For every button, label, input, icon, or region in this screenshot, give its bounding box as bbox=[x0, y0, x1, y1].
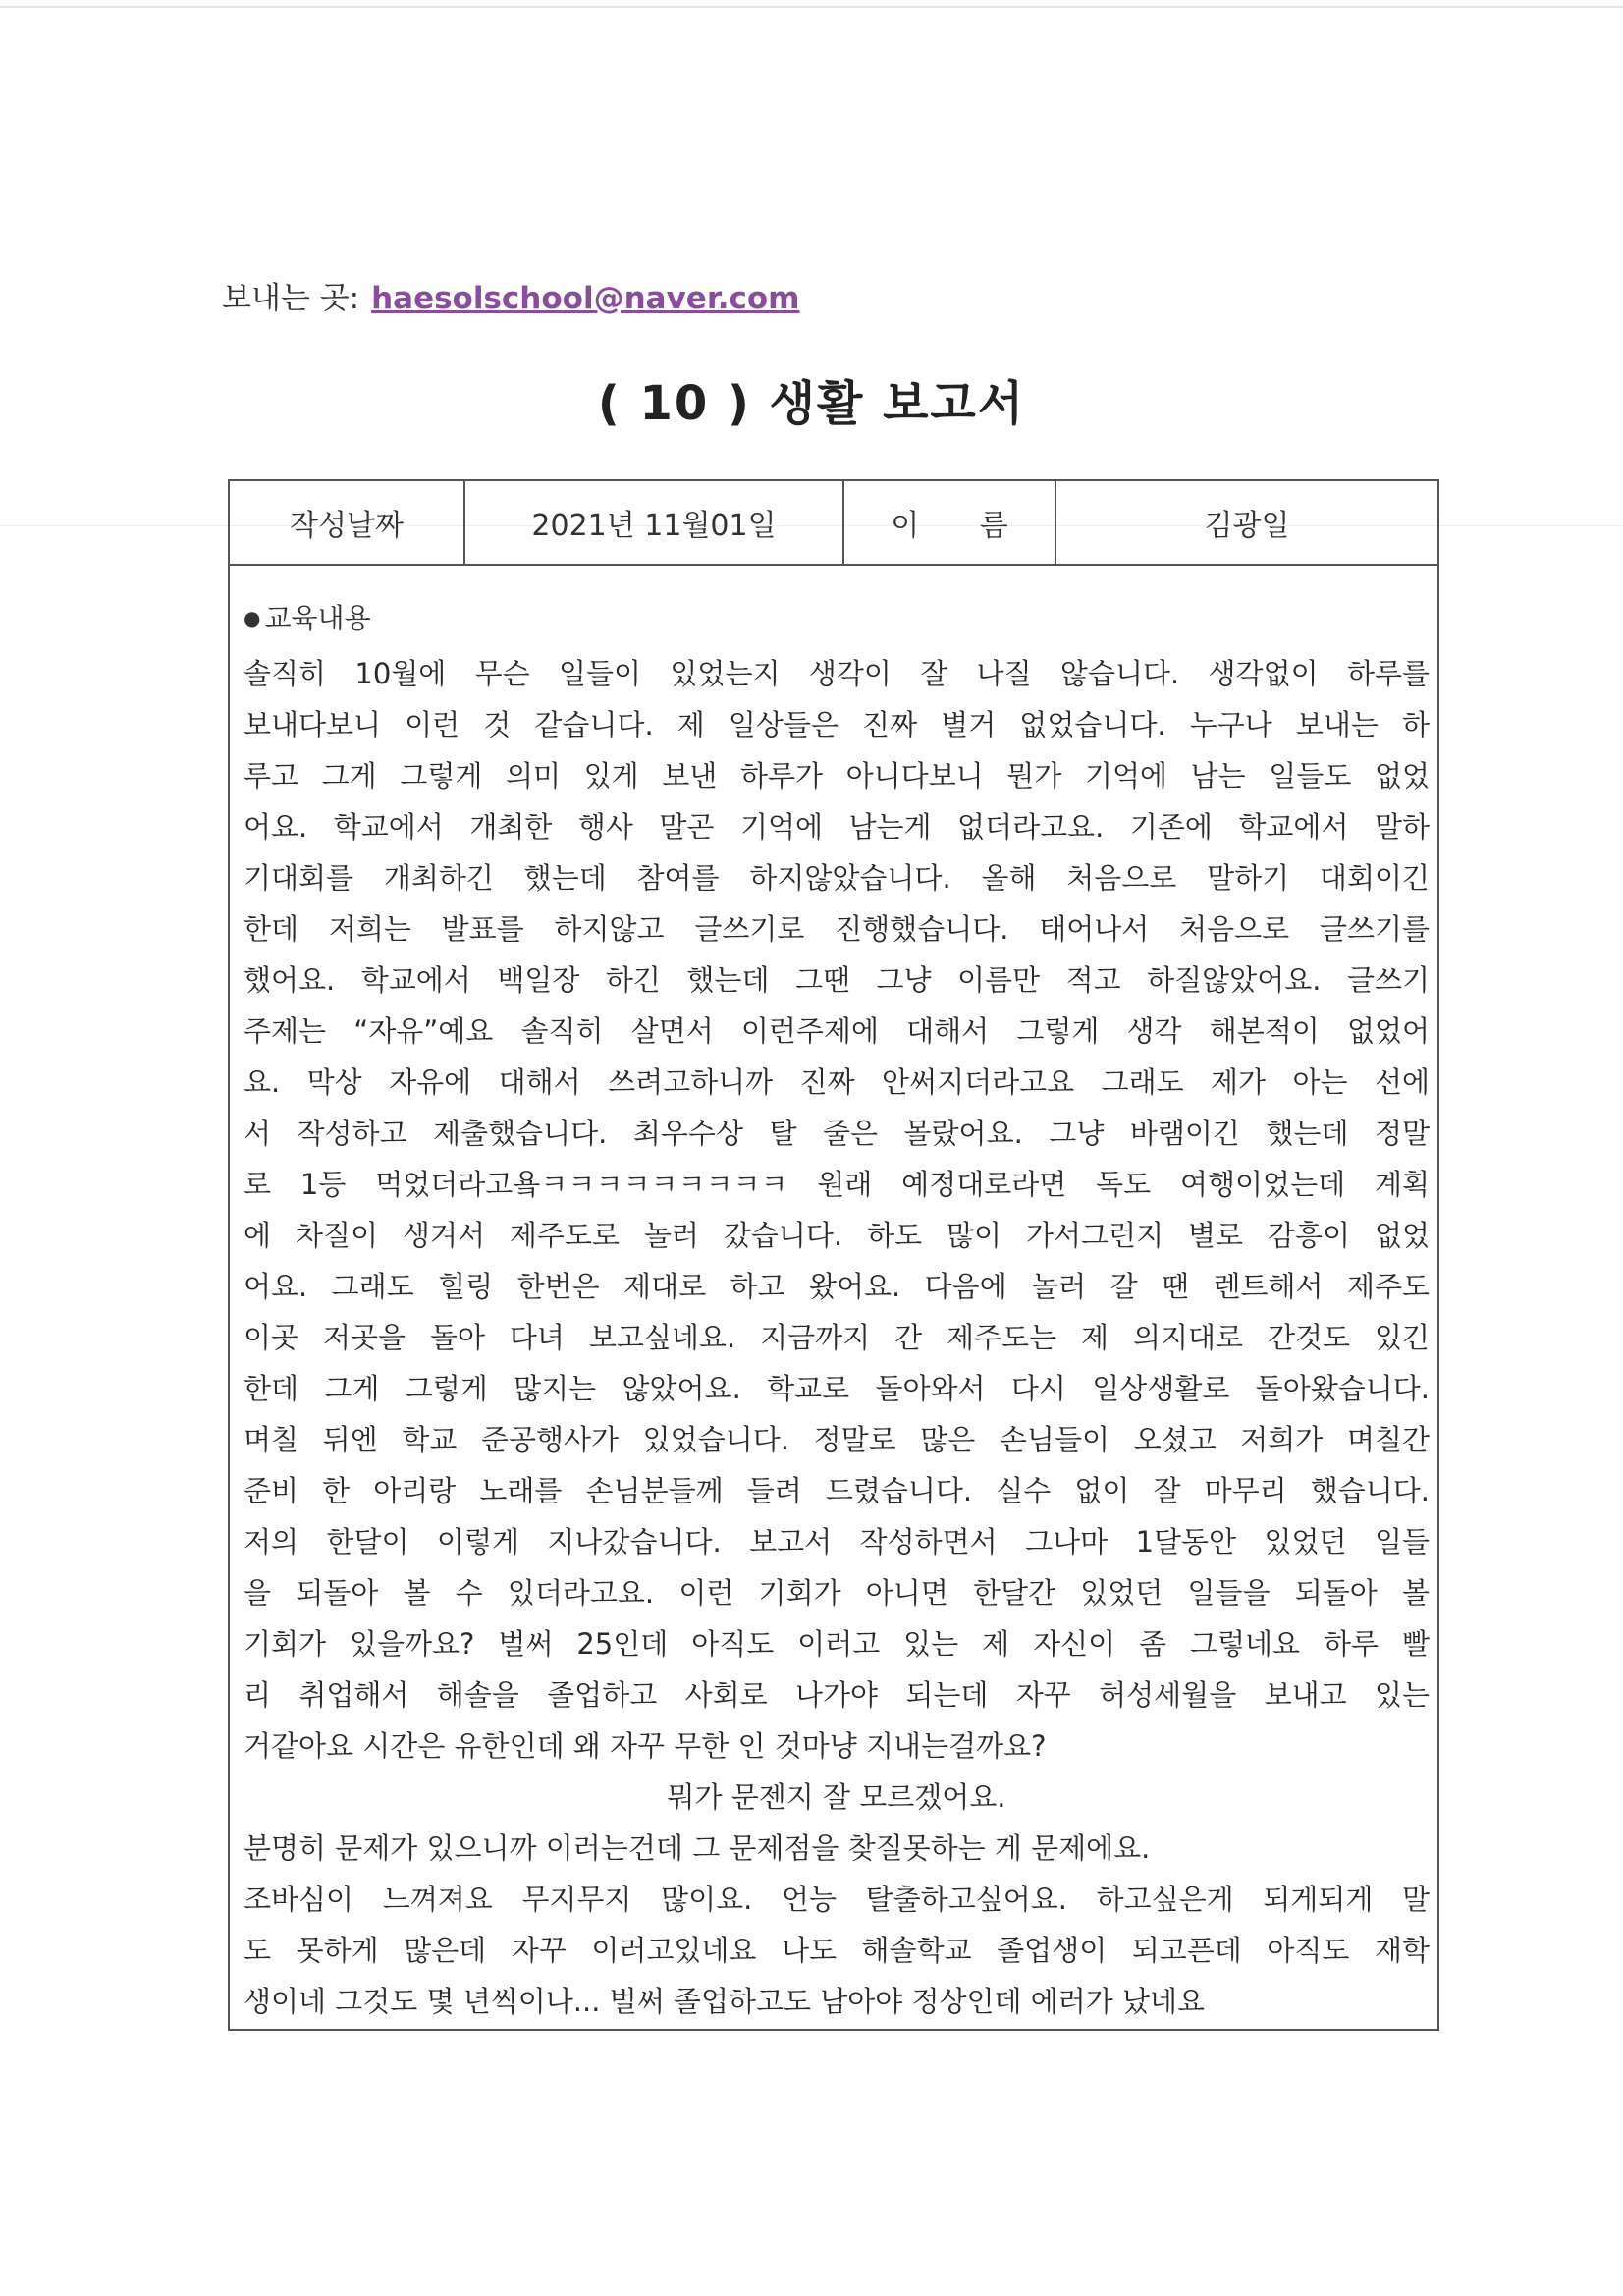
body-line: 준비 한 아리랑 노래를 손님분들께 들려 드렸습니다. 실수 없이 잘 마무리 했습니다. bbox=[243, 1474, 1430, 1507]
body-line: 저의 한달이 이렇게 지나갔습니다. 보고서 작성하면서 그나마 1달동안 있었던 일들 bbox=[243, 1525, 1430, 1558]
bullet-icon: ● bbox=[243, 606, 261, 629]
tail-line: 생이네 그것도 몇 년씩이나... 벌써 졸업하고도 남아야 정상인데 에러가 났네요 bbox=[243, 1985, 1206, 2018]
date-value: 2021년 11월01일 bbox=[531, 509, 777, 543]
date-label: 작성날짜 bbox=[290, 509, 404, 543]
body-line: 기회가 있을까요? 벌써 25인데 아직도 이러고 있는 제 자신이 좀 그렇네요 하루 빨 bbox=[243, 1627, 1430, 1661]
document-title: ( 10 ) 생활 보고서 bbox=[597, 376, 1026, 431]
tail-line: 도 못하게 많은데 자꾸 이러고있네요 나도 해솔학교 졸업생이 되고픈데 아직도 재학 bbox=[243, 1934, 1430, 1967]
form-body bbox=[230, 566, 1437, 2027]
body-line: 리 취업해서 해솔을 졸업하고 사회로 나가야 되는데 자꾸 허성세월을 보내고 있는 bbox=[243, 1678, 1430, 1712]
body-text bbox=[243, 648, 1430, 2027]
body-line: 어요. 학교에서 개최한 행사 말곤 기억에 남는게 없더라고요. 기존에 학교에서 말하 bbox=[243, 810, 1430, 844]
date-value-cell bbox=[465, 481, 844, 564]
body-line: 서 작성하고 제출했습니다. 최우수상 탈 줄은 몰랐어요. 그냥 바램이긴 했는데 정말 bbox=[243, 1117, 1430, 1150]
centered-line: 뭐가 문젠지 잘 모르겠어요. bbox=[667, 1780, 1006, 1814]
sender-line bbox=[222, 273, 799, 317]
form-header-row bbox=[230, 481, 1437, 566]
body-line: 한데 저희는 발표를 하지않고 글쓰기로 진행했습니다. 태어나서 처음으로 글쓰기를 bbox=[243, 912, 1430, 946]
body-line: 을 되돌아 볼 수 있더라고요. 이런 기회가 아니면 한달간 있었던 일들을 되돌아 볼 bbox=[243, 1576, 1430, 1610]
section-title: 교육내용 bbox=[264, 602, 371, 634]
name-value: 김광일 bbox=[1204, 509, 1290, 543]
body-line: 보내다보니 이런 것 같습니다. 제 일상들은 진짜 별거 없었습니다. 누구나 보내는 하 bbox=[243, 708, 1430, 741]
body-line: 며칠 뒤엔 학교 준공행사가 있었습니다. 정말로 많은 손님들이 오셨고 저희가 며칠간 bbox=[243, 1423, 1430, 1456]
body-line: 요. 막상 자유에 대해서 쓰려고하니까 진짜 안써지더라고요 그래도 제가 아는 선에 bbox=[243, 1066, 1430, 1099]
body-line: 기대회를 개최하긴 했는데 참여를 하지않았습니다. 올해 처음으로 말하기 대회이긴 bbox=[243, 861, 1430, 895]
body-line: 이곳 저곳을 돌아 다녀 보고싶네요. 지금까지 간 제주도는 제 의지대로 간것도 있긴 bbox=[243, 1321, 1430, 1354]
scan-edge-line bbox=[0, 6, 1623, 8]
body-line: 어요. 그래도 힐링 한번은 제대로 하고 왔어요. 다음에 놀러 갈 땐 렌트해서 제주도 bbox=[243, 1270, 1430, 1303]
name-label: 이 름 bbox=[891, 509, 1034, 543]
body-line: 에 차질이 생겨서 제주도로 놀러 갔습니다. 하도 많이 가서그런지 별로 감흥이 없었 bbox=[243, 1219, 1430, 1252]
date-label-cell bbox=[230, 481, 465, 564]
name-label-cell bbox=[844, 481, 1056, 564]
section-heading bbox=[243, 597, 1430, 636]
sender-label: 보내는 곳: bbox=[222, 281, 360, 316]
body-line: 솔직히 10월에 무슨 일들이 있었는지 생각이 잘 나질 않습니다. 생각없이 하루를 bbox=[243, 657, 1430, 690]
body-line: 한데 그게 그렇게 많지는 않았어요. 학교로 돌아와서 다시 일상생활로 돌아왔습니다. bbox=[243, 1372, 1430, 1405]
sender-email-link[interactable]: haesolschool@naver.com bbox=[371, 281, 800, 316]
body-line: 로 1등 먹었더라고욬ㅋㅋㅋㅋㅋㅋㅋㅋㅋ 원래 예정대로라면 독도 여행이었는데 계획 bbox=[243, 1168, 1430, 1201]
name-value-cell bbox=[1056, 481, 1437, 564]
tail-line: 분명히 문제가 있으니까 이러는건데 그 문제점을 찾질못하는 게 문제에요. bbox=[243, 1831, 1151, 1865]
report-form bbox=[228, 479, 1439, 2031]
body-line: 주제는 “자유”예요 솔직히 살면서 이런주제에 대해서 그렇게 생각 해본적이 없었어 bbox=[243, 1014, 1430, 1048]
tail-line: 조바심이 느껴져요 무지무지 많이요. 언능 탈출하고싶어요. 하고싶은게 되게되게 말 bbox=[243, 1883, 1430, 1916]
body-line: 했어요. 학교에서 백일장 하긴 했는데 그땐 그냥 이름만 적고 하질않았어요. 글쓰기 bbox=[243, 963, 1430, 997]
body-line: 루고 그게 그렇게 의미 있게 보낸 하루가 아니다보니 뭔가 기억에 남는 일들도 없었 bbox=[243, 759, 1430, 793]
body-line: 거같아요 시간은 유한인데 왜 자꾸 무한 인 것마냥 지내는걸까요? bbox=[243, 1729, 1047, 1763]
